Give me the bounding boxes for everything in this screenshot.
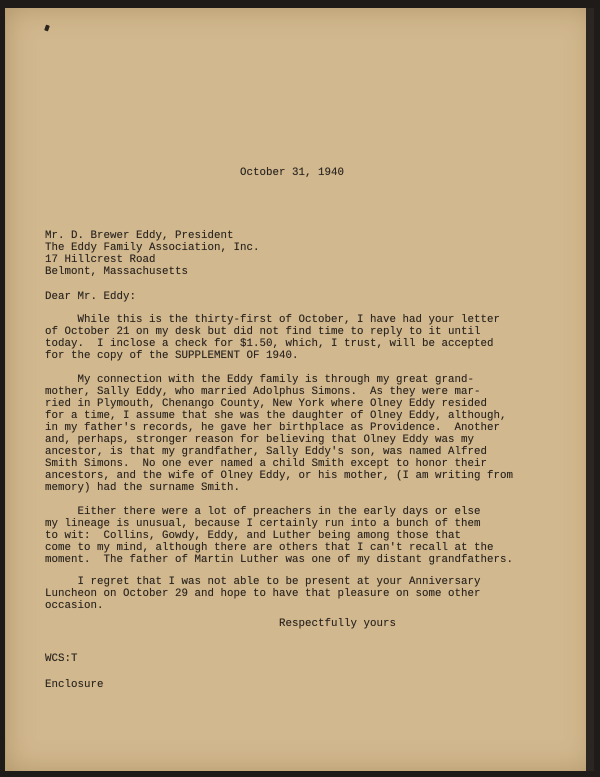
paragraph-1-line: for the copy of the SUPPLEMENT OF 1940. (45, 350, 299, 362)
paragraph-2-line: memory) had the surname Smith. (45, 482, 240, 494)
typist-initials: WCS:T (45, 653, 78, 665)
scan-edge-strip (586, 8, 594, 771)
paragraph-1-line: While this is the thirty-first of October, I have had your letter (45, 314, 500, 326)
paragraph-2-line: Smith Simons. No one ever named a child Smith except to honor their (45, 458, 487, 470)
address-line-2: The Eddy Family Association, Inc. (45, 242, 260, 254)
address-line-3: 17 Hillcrest Road (45, 254, 156, 266)
paragraph-4-line: occasion. (45, 600, 104, 612)
letter-page (5, 8, 594, 771)
punch-mark (44, 24, 50, 31)
letter-date: October 31, 1940 (240, 167, 344, 179)
paragraph-2-line: ancestor, is that my grandfather, Sally Eddy's son, was named Alfred (45, 446, 487, 458)
paragraph-2-line: in my father's records, he gave her birthplace as Providence. Another (45, 422, 500, 434)
paragraph-2-line: and, perhaps, stronger reason for believing that Olney Eddy was my (45, 434, 474, 446)
enclosure-note: Enclosure (45, 679, 104, 691)
paragraph-2-line: for a time, I assume that she was the daughter of Olney Eddy, although, (45, 410, 507, 422)
paragraph-2-line: ancestors, and the wife of Olney Eddy, or his mother, (I am writing from (45, 470, 513, 482)
address-line-4: Belmont, Massachusetts (45, 266, 188, 278)
paragraph-3-line: my lineage is unusual, because I certainly run into a bunch of them (45, 518, 481, 530)
paragraph-2-line: ried in Plymouth, Chenango County, New York where Olney Eddy resided (45, 398, 487, 410)
paragraph-4-line: I regret that I was not able to be present at your Anniversary (45, 576, 481, 588)
paragraph-3-line: come to my mind, although there are others that I can't recall at the (45, 542, 494, 554)
paragraph-3-line: to wit: Collins, Gowdy, Eddy, and Luther being among those that (45, 530, 461, 542)
paragraph-4-line: Luncheon on October 29 and hope to have that pleasure on some other (45, 588, 481, 600)
paragraph-1-line: of October 21 on my desk but did not find time to reply to it until (45, 326, 481, 338)
address-line-1: Mr. D. Brewer Eddy, President (45, 230, 234, 242)
paragraph-1-line: today. I inclose a check for $1.50, which, I trust, will be accepted (45, 338, 494, 350)
salutation: Dear Mr. Eddy: (45, 291, 136, 303)
closing: Respectfully yours (279, 618, 396, 630)
paragraph-2-line: My connection with the Eddy family is through my great grand- (45, 374, 474, 386)
paragraph-2-line: mother, Sally Eddy, who married Adolphus Simons. As they were mar- (45, 386, 481, 398)
paragraph-3-line: Either there were a lot of preachers in the early days or else (45, 506, 481, 518)
paragraph-3-line: moment. The father of Martin Luther was one of my distant grandfathers. (45, 554, 513, 566)
